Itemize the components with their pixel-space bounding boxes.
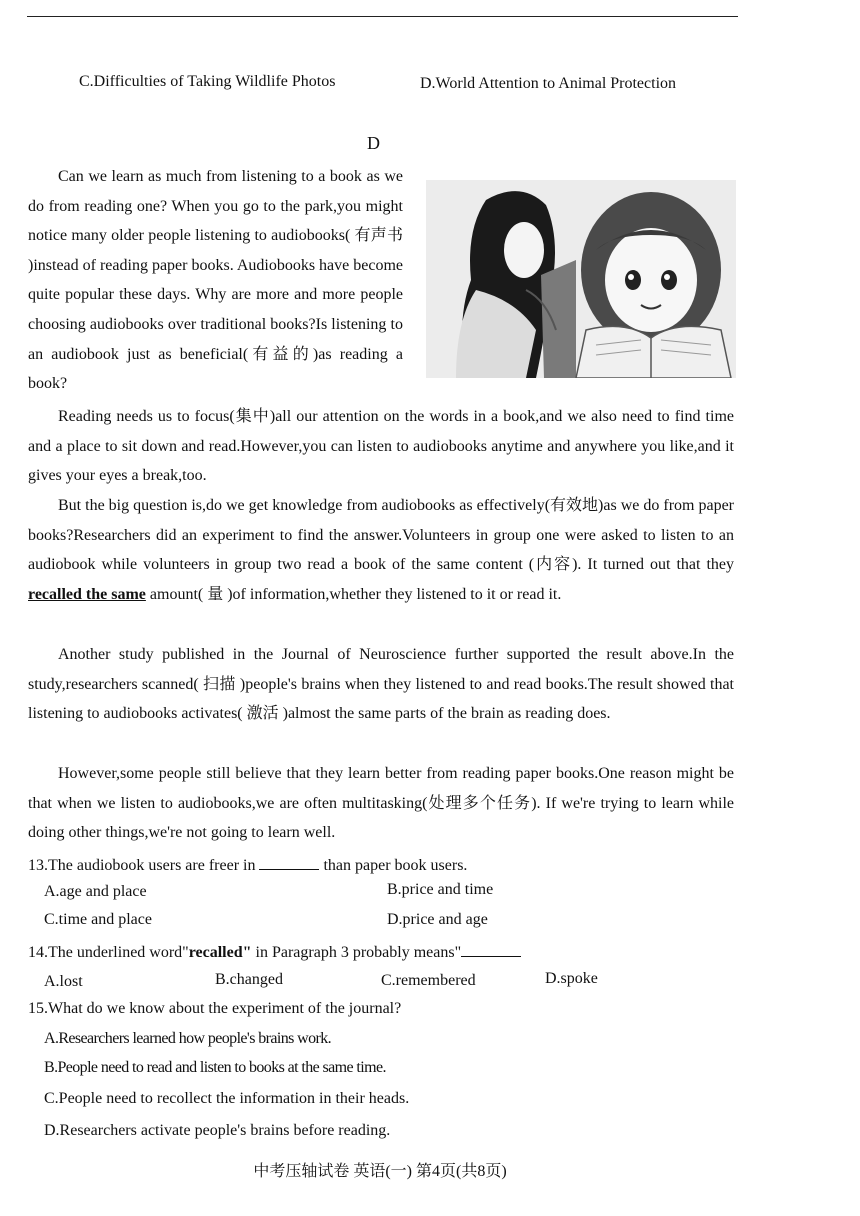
underlined-phrase: recalled the same — [28, 585, 146, 603]
illustration-image — [426, 180, 736, 378]
q15-option-a: A.Researchers learned how people's brains work. — [44, 1030, 332, 1047]
q13-option-d: D.price and age — [387, 911, 488, 928]
intro-paragraph — [28, 162, 403, 399]
option-d-previous: D.World Attention to Animal Protection — [420, 75, 677, 92]
q14-option-d: D.spoke — [545, 970, 598, 987]
q13-stem-before: 13.The audiobook users are freer in — [28, 857, 260, 874]
question-14-stem — [28, 942, 521, 962]
paragraph-5: However,some people still believe that they learn better from reading paper books.One reason might be that when we listen to audiobooks,we are often multitasking(处理多个任务). If we're trying to learn while doing other things,we're not going to learn well. — [28, 765, 734, 841]
question-13-stem — [28, 855, 467, 875]
q13-option-b: B.price and time — [387, 881, 494, 898]
q15-option-d: D.Researchers activate people's brains before reading. — [44, 1122, 391, 1139]
q14-option-c: C.remembered — [381, 972, 476, 989]
section-heading: D — [367, 133, 380, 153]
q13-option-a: A.age and place — [44, 883, 147, 900]
paragraph-3-text-after: amount( 量 )of information,whether they listened to it or read it. — [145, 585, 562, 603]
illustration-reading-girls — [426, 180, 736, 378]
q14-stem-after: in Paragraph 3 probably means" — [251, 944, 462, 961]
paragraph-3-text-before: But the big question is,do we get knowledge from audiobooks as effectively(有效地)as we do from paper books?Researchers did an experiment to find the answer.Volunteers in group one were asked to listen to an audiobook while volunteers in group two read a book of the same content (内容). It turned out that they — [28, 497, 734, 573]
paragraph-2: Reading needs us to focus(集中)all our attention on the words in a book,and we also need to find time and a place to sit down and read.However,you can listen to audiobooks anytime and anywhere you like,and it gives your eyes a break,too. — [28, 408, 734, 484]
q15-option-c: C.People need to recollect the information in their heads. — [44, 1090, 410, 1107]
q13-option-c: C.time and place — [44, 911, 152, 928]
answer-blank — [461, 942, 521, 957]
q14-option-a: A.lost — [44, 973, 83, 990]
answer-blank — [259, 855, 319, 870]
option-c-previous: C.Difficulties of Taking Wildlife Photos — [79, 73, 336, 90]
q14-stem-bold: recalled" — [188, 944, 252, 961]
q15-option-b: B.People need to read and listen to books at the same time. — [44, 1059, 386, 1076]
paragraph-3 — [28, 491, 734, 609]
q13-stem-after: than paper book users. — [319, 857, 468, 874]
question-15-stem: 15.What do we know about the experiment of the journal? — [28, 1000, 402, 1017]
top-rule — [27, 16, 738, 17]
q14-stem-before: 14.The underlined word" — [28, 944, 189, 961]
q14-option-b: B.changed — [215, 971, 283, 988]
page-footer: 中考压轴试卷 英语(一) 第4页(共8页) — [253, 1163, 507, 1180]
paragraph-4: Another study published in the Journal of Neuroscience further supported the result above.In the study,researchers scanned( 扫描 )people's brains when they listened to and read books.The result showed that listening to audiobooks activates( 激活 )almost the same parts of the brain as reading does. — [28, 646, 734, 722]
intro-text: Can we learn as much from listening to a book as we do from reading one? When you go to the park,you might notice many older people listening to audiobooks( 有声书 )instead of reading paper books. Audiobooks have become quite popular these days. Why are more and more people choosing audiobooks over traditional books?Is listening to an audiobook just as beneficial(有益的)as reading a book? — [28, 168, 404, 393]
